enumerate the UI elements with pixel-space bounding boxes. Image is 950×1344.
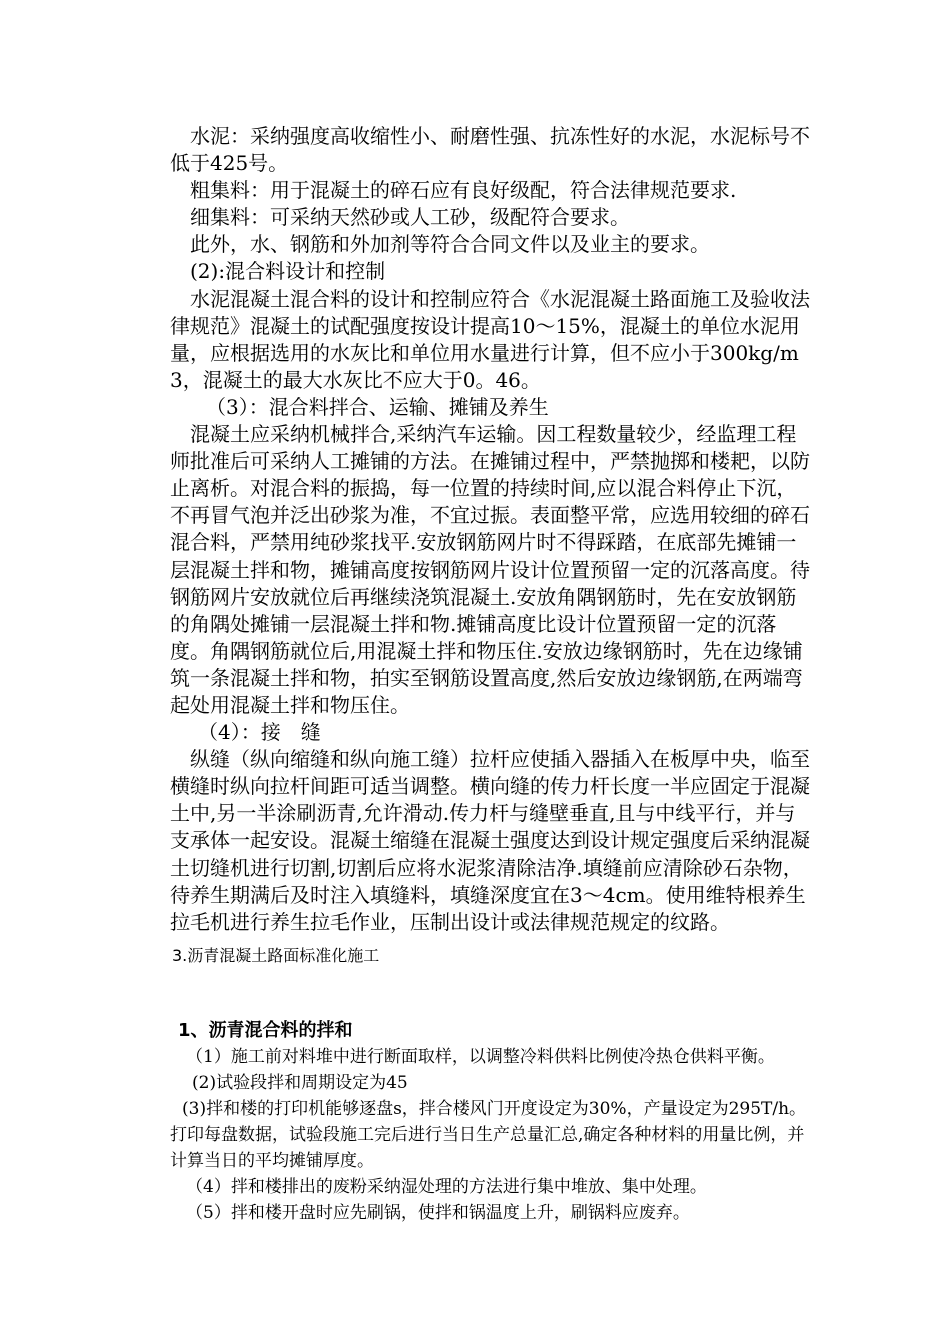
paragraph-asphalt-5: （5）拌和楼开盘时应先刷锅，使拌和锅温度上升，刷锅料应废弃。 (186, 1203, 690, 1223)
subheading-joints: （4）：接 缝 (198, 720, 321, 745)
paragraph-asphalt-4: （4）拌和楼排出的废粉采纳湿处理的方法进行集中堆放、集中处理。 (186, 1177, 707, 1197)
paragraph-mix-design: 水泥混凝土混合料的设计和控制应符合《水泥混凝土路面施工及验收法律规范》混凝土的试配强度按设计提高10～15%，混凝土的单位水泥用量，应根据选用的水灰比和单位用水量进行计算，但不应小于300kg/m3，混凝土的最大水灰比不应大于0。46。 (170, 286, 810, 392)
paragraph-cement: 水泥：采纳强度高收缩性小、耐磨性强、抗冻性好的水泥，水泥标号不低于425号。 (170, 124, 810, 176)
subheading-mix-design: (2):混合料设计和控制 (190, 259, 386, 284)
paragraph-other-materials: 此外，水、钢筋和外加剂等符合合同文件以及业主的要求。 (190, 232, 710, 257)
paragraph-joints: 纵缝（纵向缩缝和纵向施工缝）拉杆应使插入器插入在板厚中央，临至横缝时纵向拉杆间距可适当调整。横向缝的传力杆长度一半应固定于混凝土中,另一半涂刷沥青,允许滑动.传力杆与缝壁垂直,且与中线平行，并与支承体一起安设。混凝土缩缝在混凝土强度达到设计规定强度后采纳混凝土切缝机进行切割,切割后应将水泥浆清除洁净.填缝前应清除砂石杂物，待养生期满后及时注入填缝料，填缝深度宜在3～4cm。使用维特根养生拉毛机进行养生拉毛作业，压制出设计或法律规范规定的纹路。 (170, 747, 810, 934)
cement-concrete-section (170, 123, 812, 936)
paragraph-fine-aggregate: 细集料：可采纳天然砂或人工砂，级配符合要求。 (190, 205, 630, 230)
subheading-asphalt-mixing: 1、沥青混合料的拌和 (178, 1020, 353, 1041)
paragraph-asphalt-1: （1）施工前对料堆中进行断面取样，以调整冷料供料比例使冷热仓供料平衡。 (186, 1047, 775, 1067)
paragraph-coarse-aggregate: 粗集料：用于混凝土的碎石应有良好级配，符合法律规范要求. (190, 178, 737, 203)
section-heading-asphalt: 3.沥青混凝土路面标准化施工 (172, 946, 380, 965)
paragraph-asphalt-2: (2)试验段拌和周期设定为45 (192, 1073, 408, 1093)
subheading-mixing-transport: （3）：混合料拌合、运输、摊铺及养生 (206, 394, 549, 419)
asphalt-mixing-section (170, 1018, 812, 1226)
paragraph-mixing-transport: 混凝土应采纳机械拌合,采纳汽车运输。因工程数量较少，经监理工程师批准后可采纳人工摊铺的方法。在摊铺过程中，严禁抛掷和楼耙，以防止离析。对混合料的振捣，每一位置的持续时间,应以混合料停止下沉，不再冒气泡并泛出砂浆为准，不宜过振。表面整平常，应选用较细的碎石混合料，严禁用纯砂浆找平.安放钢筋网片时不得踩踏，在底部先摊铺一层混凝土拌和物，摊铺高度按钢筋网片设计位置预留一定的沉落高度。待钢筋网片安放就位后再继续浇筑混凝土.安放角隅钢筋时，先在安放钢筋的角隅处摊铺一层混凝土拌和物.摊铺高度比设计位置预留一定的沉落度。角隅钢筋就位后,用混凝土拌和物压住.安放边缘钢筋时，先在边缘铺筑一条混凝土拌和物，拍实至钢筋设置高度,然后安放边缘钢筋,在两端弯起处用混凝土拌和物压住。 (170, 422, 810, 717)
paragraph-asphalt-3: (3)拌和楼的打印机能够逐盘s，拌合楼风门开度设定为30%，产量设定为295T/h。打印每盘数据，试验段施工完后进行当日生产总量汇总,确定各种材料的用量比例，并计算当日的平均摊铺厚度。 (170, 1099, 807, 1171)
